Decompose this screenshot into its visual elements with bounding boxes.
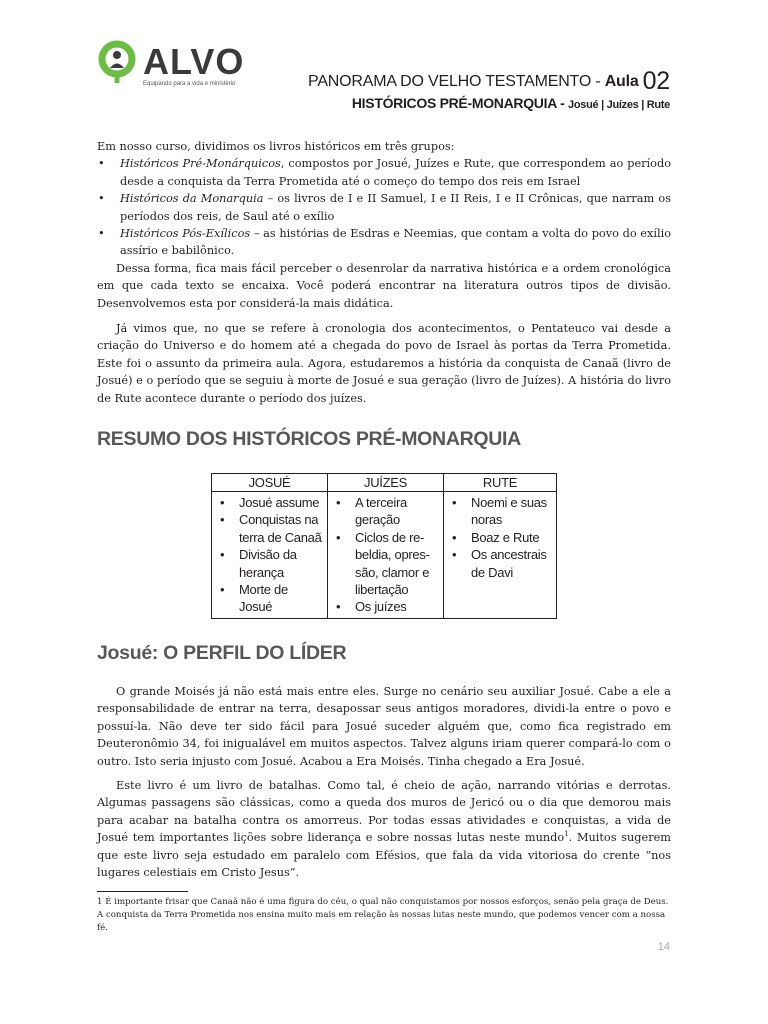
table-cell <box>212 492 328 619</box>
course-title <box>308 64 670 93</box>
paragraph-text: . Muitos sugerem que este livro seja estudado em paralelo com Efésios, que fala da vida vitoriosa do crente “nos lugares celestiais em Cristo Jesus”. <box>97 831 671 880</box>
list-item <box>97 225 671 260</box>
list-item: • Noemi e suas noras <box>448 494 553 529</box>
footnote: 1 É importante frisar que Canaã não é uma figura do céu, o qual não conquistamos por nossos esforços, senão pela graça de Deus. A conquista da Terra Prometida nos ensina muito mais em relação às nossas lutas neste mundo, que podemos vencer com a nossa fé. <box>97 897 669 933</box>
course-name: PANORAMA DO VELHO TESTAMENTO - <box>308 73 605 90</box>
leader-section <box>97 683 671 881</box>
paragraph-text: Este livro é um livro de batalhas. Como tal, é cheio de ação, narrando vitórias e derrotas. Algumas passagens são clássicas, como a queda dos muros de Jericó ou o dia que demorou mais para acabar na batalha contra os amorreus. Por todas essas atividades e conquistas, a vida de Josué tem importantes lições sobre liderança e sobre nossas lutas neste mundo <box>97 779 671 845</box>
summary-table <box>211 473 557 619</box>
intro-lead: Em nosso curso, dividimos os livros históricos em três grupos: <box>97 140 455 153</box>
section-paragraph: O grande Moisés já não está mais entre eles. Surge no cenário seu auxiliar Josué. Cabe a ele a responsabilidade de entrar na terra, desapossar seus antigos moradores, dividi-la entre o povo e possuí-la. Não deve ter sido fácil para Josué suceder alguém que, como fica registrado em Deuteronômio 34, foi inigualável em muitos aspectos. Talvez alguns iriam querer compará-lo com o outro. Isto seria injusto com Josué. Acabou a Era Moisés. Tinha chegado a Era Josué. <box>97 685 671 768</box>
column-header: JOSUÉ <box>212 474 328 492</box>
list-item: • A terceira geração <box>332 494 440 529</box>
groups-list <box>97 155 671 259</box>
summary-heading: RESUMO DOS HISTÓRICOS PRÉ-MONARQUIA <box>97 428 521 450</box>
aula-label: Aula <box>604 73 639 90</box>
lesson-topic <box>352 95 670 111</box>
table-cell <box>444 492 557 619</box>
logo-wordmark: ALVO <box>143 41 245 82</box>
list-item: • Josué assume <box>216 494 324 511</box>
section-paragraph <box>97 777 671 881</box>
group-term: Históricos Pré-Monárquicos <box>120 157 281 171</box>
list-item <box>97 190 671 225</box>
group-text: , compostos por Josué, Juízes e Rute, que correspondem ao período desde a conquista da Terra Prometida até o começo do tempo dos reis em Israel <box>120 157 671 188</box>
list-item: • Morte de Josué <box>216 581 324 616</box>
intro-paragraph: Já vimos que, no que se refere à cronologia dos acontecimentos, o Pentateuco vai desde a criação do Universo e do homem até a chegada do povo de Israel às portas da Terra Prometida. Este foi o assunto da primeira aula. Agora, estudaremos a história da conquista de Canaã (livro de Josué) e o período que se seguiu à morte de Josué e sua geração (livro de Juízes). A história do livro de Rute acontece durante o período dos juízes. <box>97 322 671 405</box>
group-term: Históricos Pós-Exílicos <box>120 227 251 241</box>
column-header: RUTE <box>444 474 557 492</box>
aula-number: 02 <box>642 67 670 95</box>
column-header: JUÍZES <box>328 474 444 492</box>
section-heading: Josué: O PERFIL DO LÍDER <box>97 642 347 664</box>
list-item: • Os juízes <box>332 598 440 615</box>
list-item <box>97 155 671 190</box>
list-item: • Divisão da herança <box>216 546 324 581</box>
alvo-logo <box>97 40 247 88</box>
list-item: • Conquistas na terra de Canaã <box>216 511 324 546</box>
list-item: • Boaz e Rute <box>448 529 553 546</box>
footnote-ref[interactable]: 1 <box>564 830 569 839</box>
topic-books: Josué | Juízes | Rute <box>568 99 670 111</box>
list-item: • Os ancestrais de Davi <box>448 546 553 581</box>
intro-paragraph: Dessa forma, fica mais fácil perceber o desenrolar da narrativa histórica e a ordem cronológica em que cada texto se encaixa. Você poderá encontrar na literatura outros tipos de divisão. Desenvolvemos esta por considerá-la mais didática. <box>97 261 671 310</box>
logo-tagline: Equipando para a vida e ministério <box>143 81 236 87</box>
intro-section <box>97 138 671 407</box>
group-term: Históricos da Monarquia <box>120 192 264 206</box>
alvo-target-icon <box>97 40 139 84</box>
table-cell <box>328 492 444 619</box>
page-number: 14 <box>657 941 670 953</box>
footnote-divider <box>97 891 188 892</box>
table-row <box>212 492 557 619</box>
group-text: – os livros de I e II Samuel, I e II Reis, I e II Crônicas, que narram os períodos dos reis, de Saul até o exílio <box>120 192 671 223</box>
topic-title: HISTÓRICOS PRÉ-MONARQUIA - <box>351 95 569 111</box>
list-item: • Ciclos de re-beldia, opres-são, clamor e libertação <box>332 529 440 599</box>
group-text: – as histórias de Esdras e Neemias, que contam a volta do povo do exílio assírio e babilônico. <box>120 227 671 258</box>
